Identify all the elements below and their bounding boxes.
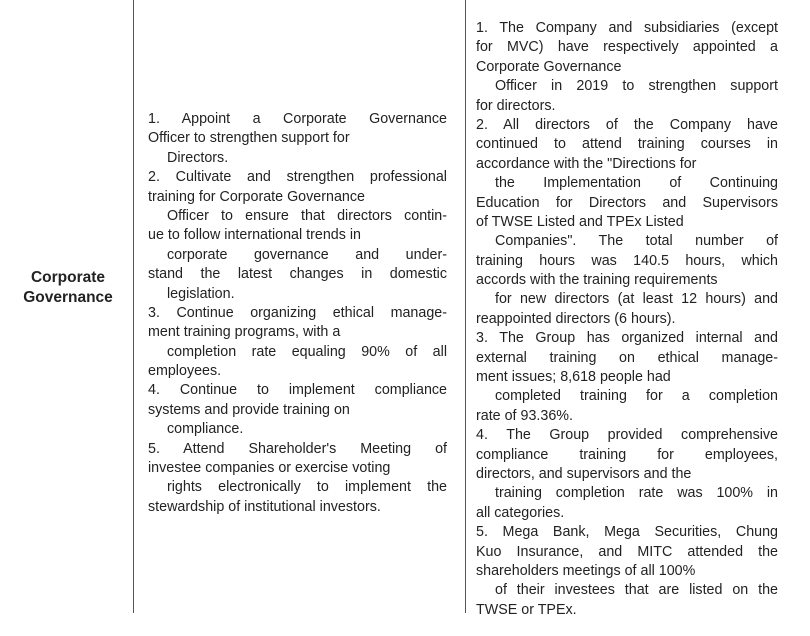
plan-text-line: 1. Appoint a Corporate Governance <box>148 111 447 127</box>
result-text-line: Companies". The total number of <box>495 233 778 250</box>
plan-text-line: ue to follow international trends in <box>148 227 361 244</box>
plan-text-line: Directors. <box>167 149 229 166</box>
result-text-line: all categories. <box>476 504 565 521</box>
plan-text-line: training for Corporate Governance <box>148 188 365 205</box>
plan-text-line: investee companies or exercise voting <box>148 460 391 477</box>
result-text-line: for new directors (at least 12 hours) and <box>495 291 778 308</box>
result-text-line: training hours was 140.5 hours, which <box>476 252 778 269</box>
category-label-line-1: Corporate <box>30 269 106 286</box>
plan-text-line: stand the latest changes in domestic <box>148 266 447 283</box>
column-divider-right <box>465 0 466 613</box>
plan-text-line: completion rate equaling 90% of all <box>167 343 447 360</box>
plan-text-line: systems and provide training on <box>148 401 350 418</box>
plan-text-line: 4. Continue to implement compliance <box>148 382 447 399</box>
result-text-line: the Implementation of Continuing <box>495 175 778 192</box>
plan-text-line: Officer to strengthen support for <box>148 130 350 147</box>
plan-text-line: 3. Continue organizing ethical manage- <box>148 304 447 321</box>
result-text-line: 5. Mega Bank, Mega Securities, Chung <box>476 524 778 541</box>
plan-text-line: 5. Attend Shareholder's Meeting of <box>148 440 447 457</box>
result-text-line: Officer in 2019 to strengthen support <box>495 78 778 95</box>
plan-text-line: stewardship of institutional investors. <box>148 498 381 515</box>
result-text-line: for MVC) have respectively appointed a <box>476 39 778 56</box>
result-text-line: directors, and supervisors and the <box>476 465 692 482</box>
plan-text-line: Officer to ensure that directors contin- <box>167 207 447 224</box>
result-text-line: rate of 93.36%. <box>476 407 573 424</box>
result-text-line: TWSE or TPEx. <box>476 601 577 618</box>
result-text-line: Corporate Governance <box>476 58 622 75</box>
result-text-line: external training on ethical manage- <box>476 349 778 366</box>
result-text-line: reappointed directors (6 hours). <box>476 310 676 327</box>
result-text-line: training completion rate was 100% in <box>495 485 778 502</box>
plan-text-line: rights electronically to implement the <box>167 479 447 496</box>
result-text-line: 2. All directors of the Company have <box>476 116 778 133</box>
plan-text-line: 2. Cultivate and strengthen professional <box>148 169 447 186</box>
result-text-line: accords with the training requirements <box>476 272 718 289</box>
result-text-line: Education for Directors and Supervisors <box>476 194 778 211</box>
result-text-line: for directors. <box>476 97 556 114</box>
plan-text-line: legislation. <box>167 285 235 302</box>
result-text-line: completed training for a completion <box>495 388 778 405</box>
result-text-line: ment issues; 8,618 people had <box>476 369 671 386</box>
result-text-line: compliance training for employees, <box>476 446 778 463</box>
result-text-line: Kuo Insurance, and MITC attended the <box>476 543 778 560</box>
plan-text-line: corporate governance and under- <box>167 246 447 263</box>
category-label <box>10 268 126 308</box>
result-text-line: of TWSE Listed and TPEx Listed <box>476 213 684 230</box>
result-text-line: shareholders meetings of all 100% <box>476 562 696 579</box>
plan-column <box>148 110 447 517</box>
result-text-line: 4. The Group provided comprehensive <box>476 427 778 444</box>
result-text-line: accordance with the "Directions for <box>476 155 697 172</box>
result-text-line: 3. The Group has organized internal and <box>476 330 778 347</box>
plan-text-line: compliance. <box>167 421 244 438</box>
column-divider-left <box>133 0 134 613</box>
result-text-line: continued to attend training courses in <box>476 136 778 153</box>
result-text-line: of their investees that are listed on the <box>495 582 778 599</box>
result-column <box>476 19 778 620</box>
plan-text-line: ment training programs, with a <box>148 324 341 341</box>
category-label-line-2: Governance <box>23 289 113 306</box>
result-text-line: 1. The Company and subsidiaries (except <box>476 20 778 36</box>
plan-text-line: employees. <box>148 363 222 380</box>
